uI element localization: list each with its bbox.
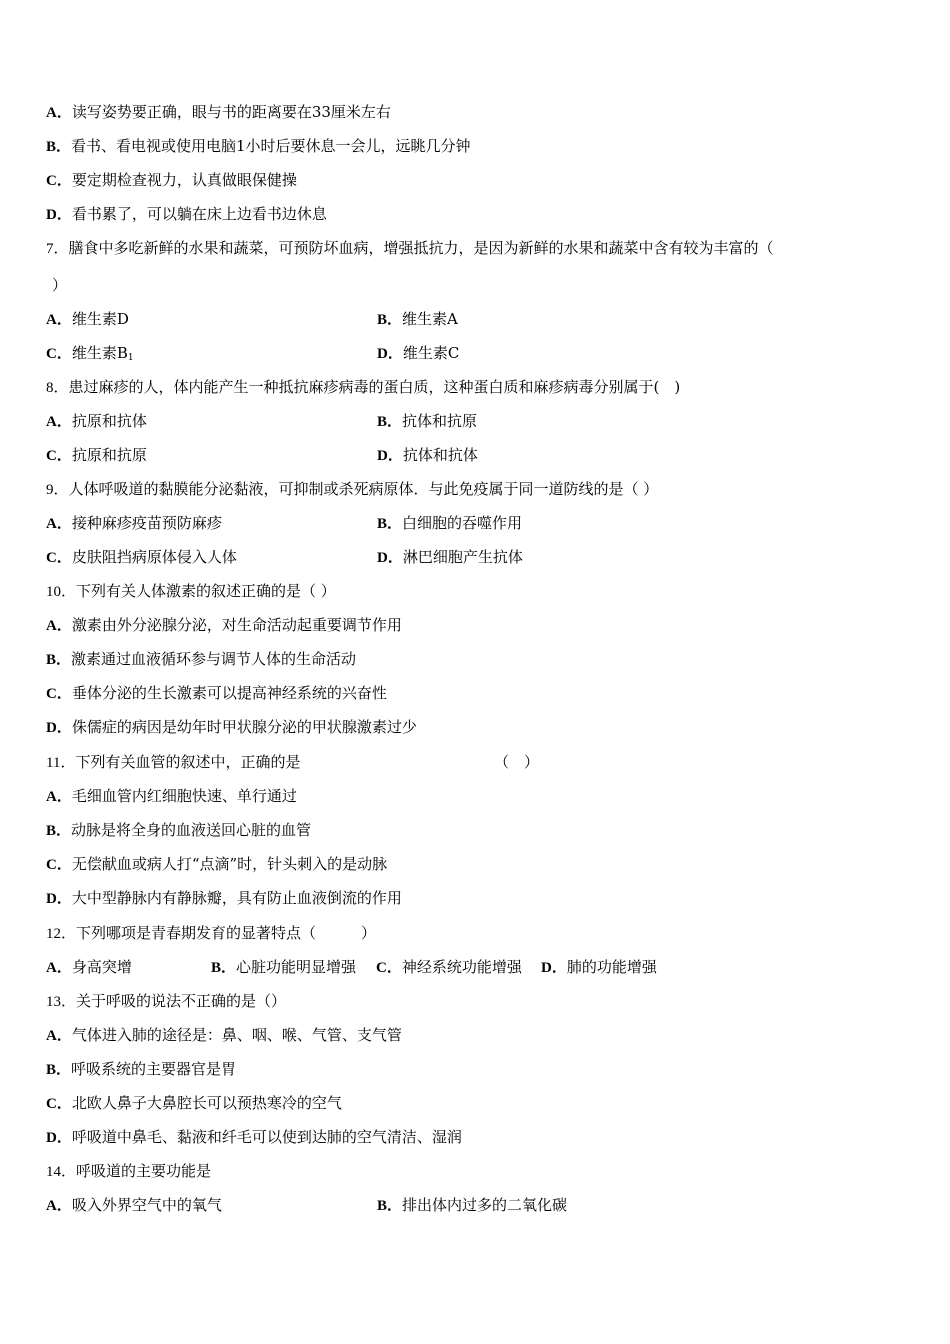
option-text: 抗体和抗体 [402,446,478,464]
question-number: 11． [46,755,76,771]
question-paren: （ ） [494,753,540,771]
question-number: 8． [46,380,69,396]
option-text: 呼吸道中鼻毛、黏液和纤毛可以使到达肺的空气清洁、湿润 [71,1128,462,1146]
q13-option-d [46,1127,462,1148]
subscript: 1 [127,353,134,363]
q14-option-b [377,1195,567,1216]
option-text: 气体进入肺的途径是：鼻、咽、喉、气管、支气管 [71,1026,402,1044]
q9-option-a [46,513,222,534]
q7-option-c [46,343,134,368]
option-label: C． [46,550,72,566]
option-label: A． [46,618,72,634]
option-text: 呼吸系统的主要器官是胃 [71,1060,237,1078]
option-text: 神经系统功能增强 [401,958,522,976]
option-text: 维生素A [402,310,458,328]
question-text: 下列哪项是青春期发育的显著特点（ ） [76,924,377,942]
option-text: 看书、看电视或使用电脑1小时后要休息一会儿，远眺几分钟 [71,137,471,155]
question-text: 呼吸道的主要功能是 [76,1162,212,1180]
q12-option-c [376,957,522,978]
option-text: 维生素C [402,344,460,362]
q10-option-c [46,683,387,704]
option-text: 激素由外分泌腺分泌，对生命活动起重要调节作用 [71,616,402,634]
option-label: B． [46,139,72,155]
q14-stem [46,1161,211,1182]
option-text: 动脉是将全身的血液送回心脏的血管 [71,821,312,839]
question-text: 下列有关血管的叙述中，正确的是 [75,753,301,771]
q13-option-a [46,1025,402,1046]
q6-option-d [46,204,327,225]
option-label: B． [46,823,72,839]
option-label: C． [46,686,72,702]
option-text: 维生素D [71,310,129,328]
q11-option-a [46,786,297,807]
q6-option-a [46,102,391,123]
option-label: D． [377,448,403,464]
option-label: A． [46,960,72,976]
option-text: 毛细血管内红细胞快速、单行通过 [71,787,297,805]
q12-option-d [541,957,657,978]
q13-option-c [46,1093,342,1114]
option-label: B． [377,516,403,532]
option-text: 看书累了，可以躺在床上边看书边休息 [71,205,327,223]
q12-option-b [211,957,356,978]
option-text: 北欧人鼻子大鼻腔长可以预热寒冷的空气 [71,1094,342,1112]
q9-option-d [377,547,523,568]
q7-stem [46,238,774,259]
q7-option-d [377,343,459,364]
q8-option-a [46,411,147,432]
option-label: A． [46,105,72,121]
option-label: D． [46,891,72,907]
question-text: 患过麻疹的人，体内能产生一种抵抗麻疹病毒的蛋白质，这种蛋白质和麻疹病毒分别属于( ) [68,378,681,396]
option-text: 抗原和抗原 [71,446,147,464]
q7-option-a [46,309,129,330]
option-label: A． [46,1198,72,1214]
q11-option-c [46,854,387,875]
option-label: B． [377,414,403,430]
option-text: 侏儒症的病因是幼年时甲状腺分泌的甲状腺激素过少 [71,718,417,736]
q10-option-d [46,717,417,738]
option-label: D． [377,550,403,566]
q10-stem [46,581,336,602]
q13-option-b [46,1059,236,1080]
option-label: B． [46,652,72,668]
option-label: B． [377,312,403,328]
option-text: 肺的功能增强 [566,958,657,976]
option-label: D． [46,720,72,736]
q11-option-b [46,820,311,841]
option-label: B． [46,1062,72,1078]
option-label: C． [376,960,402,976]
question-number: 14． [46,1164,77,1180]
q8-option-d [377,445,478,466]
option-text: 抗体和抗原 [402,412,478,430]
question-number: 13． [46,994,77,1010]
option-text: 要定期检查视力，认真做眼保健操 [71,171,297,189]
q6-option-b [46,136,471,157]
option-label: A． [46,1028,72,1044]
option-text: 维生素B [71,344,128,362]
option-text: 排出体内过多的二氧化碳 [402,1196,568,1214]
question-paren: ） [52,276,68,294]
q8-option-b [377,411,477,432]
option-label: B． [377,1198,403,1214]
option-text: 读写姿势要正确，眼与书的距离要在33厘米左右 [71,103,391,121]
q11-stem [46,752,300,773]
q6-option-c [46,170,297,191]
q9-stem [46,479,658,500]
option-text: 吸入外界空气中的氧气 [71,1196,222,1214]
q8-stem [46,377,680,398]
q13-stem [46,991,286,1012]
question-text: 下列有关人体激素的叙述正确的是（ ） [76,582,336,600]
option-label: C． [46,346,72,362]
option-text: 白细胞的吞噬作用 [402,514,523,532]
option-text: 淋巴细胞产生抗体 [402,548,523,566]
q9-option-c [46,547,237,568]
option-label: A． [46,312,72,328]
question-number: 7． [46,241,69,257]
q11-option-d [46,888,402,909]
option-text: 心脏功能明显增强 [236,958,357,976]
option-label: A． [46,789,72,805]
option-text: 垂体分泌的生长激素可以提高神经系统的兴奋性 [71,684,387,702]
option-label: C． [46,448,72,464]
question-number: 9． [46,482,69,498]
option-label: C． [46,1096,72,1112]
option-label: A． [46,516,72,532]
q7-option-b [377,309,458,330]
option-label: D． [541,960,567,976]
option-text: 无偿献血或病人打“点滴”时，针头刺入的是动脉 [71,855,388,873]
q12-stem [46,923,376,944]
question-number: 12． [46,926,77,942]
option-label: C． [46,857,72,873]
question-text: 关于呼吸的说法不正确的是（） [76,992,287,1010]
question-text: 人体呼吸道的黏膜能分泌黏液，可抑制或杀死病原体．与此免疫属于同一道防线的是（ ） [68,480,659,498]
option-text: 大中型静脉内有静脉瓣，具有防止血液倒流的作用 [71,889,402,907]
option-label: D． [46,1130,72,1146]
option-text: 激素通过血液循环参与调节人体的生命活动 [71,650,357,668]
q10-option-a [46,615,402,636]
question-number: 10． [46,584,77,600]
option-label: A． [46,414,72,430]
q8-option-c [46,445,147,466]
q11-paren [494,752,539,772]
q10-option-b [46,649,356,670]
option-text: 接种麻疹疫苗预防麻疹 [71,514,222,532]
option-label: C． [46,173,72,189]
option-label: D． [377,346,403,362]
question-text: 膳食中多吃新鲜的水果和蔬菜，可预防坏血病，增强抵抗力，是因为新鲜的水果和蔬菜中含有较为丰富的（ [68,239,774,257]
q9-option-b [377,513,522,534]
option-text: 抗原和抗体 [71,412,147,430]
q12-option-a [46,957,132,978]
option-text: 皮肤阻挡病原体侵入人体 [71,548,237,566]
option-label: D． [46,207,72,223]
q14-option-a [46,1195,222,1216]
q7-stem-end [52,275,67,295]
option-label: B． [211,960,237,976]
option-text: 身高突增 [71,958,132,976]
